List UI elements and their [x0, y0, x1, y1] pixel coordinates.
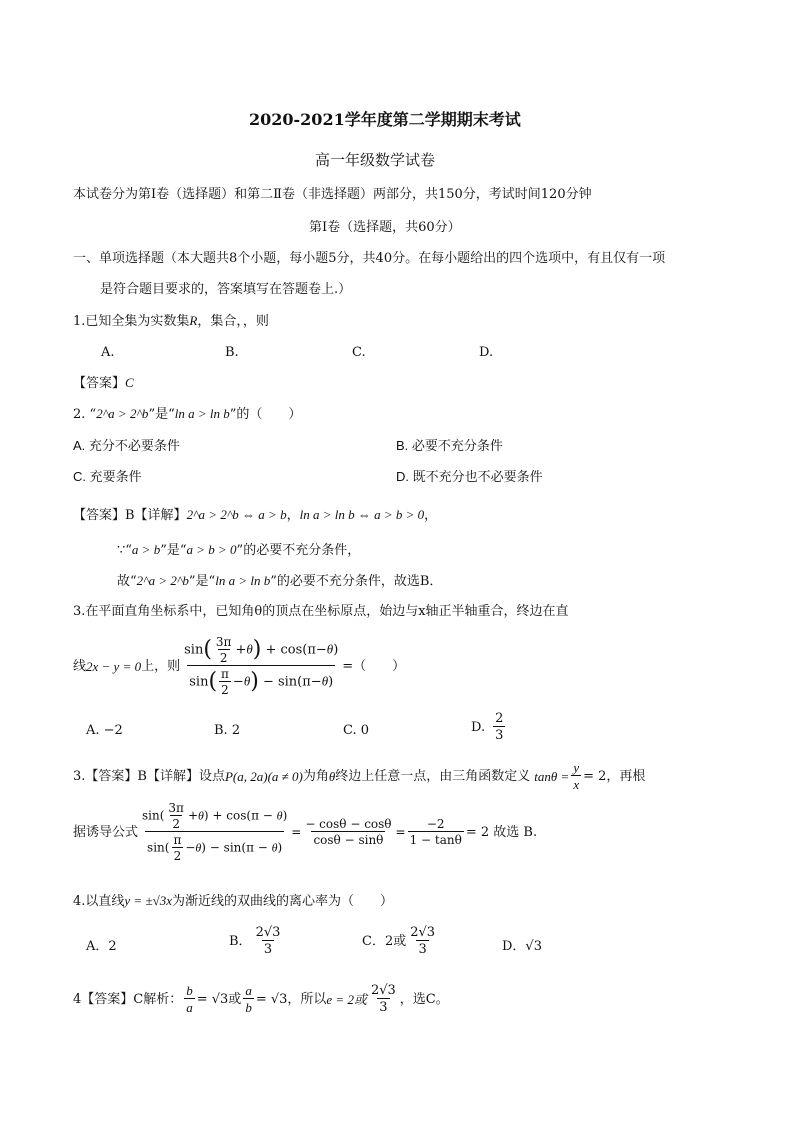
q3ans-tan: tanθ = — [534, 768, 570, 784]
q3-option-b: B. 2 — [214, 723, 241, 738]
q3-line-eq: 2x − y = 0 — [86, 658, 142, 674]
q1-suffix: ，集合，，则 — [197, 314, 269, 329]
q4ans-a2: a — [245, 983, 252, 998]
q4-option-c — [362, 926, 439, 956]
q2-stem-c: ”的（ ） — [229, 407, 302, 422]
q2-answer-expr1: 2^a > 2^b ⇔ a > b — [186, 507, 287, 522]
q3-option-d-frac — [493, 712, 505, 742]
part1-heading: 第Ⅰ卷（选择题，共60分） — [309, 220, 461, 235]
q4-option-c-label: C．2或 — [362, 933, 407, 949]
section1-instructions: 一、单项选择题（本大题共8个小题，每小题5分，共40分。在每小题给出的四个选项中，有且仅有一项 — [73, 251, 666, 266]
q3ans-y: y — [573, 760, 580, 775]
q2-answer-line1: 【答案】B【详解】2^a > 2^b ⇔ a > b，ln a > ln b ⇔ a > b > 0， — [73, 507, 438, 523]
q4-option-d: D．√3 — [502, 939, 542, 954]
q3-line2-prefix: 线 — [73, 658, 87, 674]
q2-because: ∵“ — [117, 543, 132, 558]
q4-answer — [73, 978, 449, 1020]
q4-suffix: 为渐近线的双曲线的离心率为（ ） — [172, 894, 394, 909]
q4-option-c-frac — [408, 926, 437, 956]
q3ans-line2-prefix: 据诱导公式 — [73, 824, 139, 840]
q4ans-a-over-b — [243, 984, 254, 1014]
q4ans-b: b — [186, 983, 193, 998]
q2-option-b: B. 必要不充分条件 — [396, 438, 503, 453]
q3-expression: sin( $\frac{3\pi}{2}$ +θ) + cos(π−θ) sin( $\frac{\pi}{2}$ −θ) − sin(π−θ) — [184, 635, 339, 697]
q3-line2-mid: 上，则 — [141, 658, 181, 674]
exam-title: 2020-2021学年度第二学期期末考试 — [249, 110, 521, 129]
q4-option-b — [229, 926, 284, 956]
q4ans-tail: ，选C。 — [399, 991, 449, 1007]
q3ans-eq2: = 2，再根 — [583, 768, 646, 784]
q2-answer-line3 — [117, 574, 442, 588]
q2-expr2: ln a > ln b — [174, 406, 230, 421]
q2-tail1: ”的必要不充分条件， — [236, 543, 361, 558]
q1-option-b: B. — [225, 345, 239, 360]
q2-answer-expr2: ln a > ln b ⇔ a > b > 0 — [299, 507, 425, 522]
q4ans-a: a — [186, 1000, 193, 1015]
q3ans-right-frac — [408, 818, 464, 846]
q3ans-mid2: 终边上任意一点，由三角函数定义 — [335, 768, 531, 784]
q4-option-c-den: 3 — [418, 942, 427, 957]
q4ans-b-over-a — [184, 984, 195, 1014]
q1-answer-label: 【答案】 — [73, 376, 126, 391]
q3ans-head: 3.【答案】B【详解】设点 — [73, 768, 225, 784]
q2-stem-a: 2. “ — [73, 407, 97, 422]
q4-option-b-num: 2√3 — [255, 925, 281, 940]
q1-prefix: 1.已知全集为实数集 — [73, 314, 190, 329]
q3ans-mid-frac — [303, 818, 393, 846]
q2-expr2-repeat: ln a > ln b — [215, 573, 271, 588]
q4ans-eq2: = √3，所以 — [255, 991, 327, 1007]
q1-option-d: D. — [479, 345, 494, 360]
q3ans-right-num: −2 — [426, 817, 445, 831]
q3-answer-line2: 据诱导公式 sin( $\frac{3\pi}{2}$ +θ) + cos(π − θ) sin( $\frac{\pi}{2}$ −θ) − sin(π − θ) = $\frac{- \cos\theta - \cos\theta}{\cos\theta - \sin\theta}$ = $\frac{-2}{1 - \tan\theta}$ = 2 故选 B. — [73, 801, 538, 863]
q2-so: 故“ — [117, 574, 137, 589]
q1-answer-value: C — [125, 375, 134, 390]
question-1 — [73, 314, 269, 328]
q2-tail2: ”的必要不充分条件，故选B． — [270, 574, 443, 589]
exam-intro: 本试卷分为第Ⅰ卷（选择题）和第二Ⅱ卷（非选择题）两部分，共150分，考试时间120分钟 — [73, 187, 592, 202]
q3-option-c: C. 0 — [343, 723, 370, 738]
q4ans-b2: b — [245, 1000, 252, 1015]
q4-option-b-label: B． — [229, 933, 252, 949]
q3-option-d-num: 2 — [495, 711, 504, 726]
q3-answer-line1 — [73, 755, 645, 797]
exam-subtitle: 高一年级数学试卷 — [315, 151, 436, 169]
q4-option-b-frac — [254, 926, 283, 956]
q2-is-word: ”是“ — [188, 574, 216, 589]
q4ans-eq1: = √3或 — [196, 991, 242, 1007]
question-3: 3.在平面直角坐标系中，已知角θ的顶点在坐标原点，始边与x轴正半轴重合，终边在直 — [73, 604, 569, 619]
q3-option-a: A. −2 — [86, 723, 123, 738]
q2-expr3: a > b — [131, 542, 161, 557]
section1-instructions-cont: 是符合题目要求的，答案填写在答题卷上.） — [100, 282, 352, 297]
q3ans-middle-num: − cosθ − cosθ — [305, 817, 392, 831]
q4-prefix: 4.以直线 — [73, 894, 125, 909]
q2-mid: ”是“ — [160, 543, 187, 558]
q3ans-yx — [571, 761, 581, 791]
q3ans-tail: = 2 故选 B. — [465, 824, 538, 840]
q3ans-left-frac: sin( $\frac{3\pi}{2}$ +θ) + cos(π − θ) sin( $\frac{\pi}{2}$ −θ) − sin(π − θ) — [142, 801, 288, 863]
q1-answer — [73, 376, 134, 390]
q3ans-middle-den: cosθ − sinθ — [313, 833, 384, 847]
q3-option-d-label: D. — [471, 719, 486, 735]
q2-expr1: 2^a > 2^b — [96, 406, 149, 421]
q3ans-x: x — [573, 777, 580, 792]
q1-option-a: A. — [101, 345, 115, 360]
q3-line2-tail: =（ ） — [342, 658, 406, 674]
q2-option-d: D. 既不充分也不必要条件 — [396, 469, 543, 484]
q2-answer-head: 【答案】B【详解】 — [73, 508, 187, 523]
q3ans-mid: 为角 — [302, 768, 329, 784]
q4-option-a: A．2 — [86, 939, 117, 954]
q4ans-e: e = 2或 — [326, 991, 367, 1007]
q3-option-d-den: 3 — [495, 728, 504, 743]
q1-var: R — [189, 313, 198, 328]
q3-line2 — [73, 632, 405, 700]
question-4 — [73, 894, 393, 908]
q3ans-point: P(a, 2a)(a ≠ 0) — [224, 768, 303, 784]
q2-option-a: A. 充分不必要条件 — [73, 438, 180, 453]
q2-answer-line2 — [117, 543, 360, 557]
q3-option-d — [471, 712, 507, 742]
q4ans-frac-num: 2√3 — [370, 983, 396, 998]
q2-option-c: C. 充要条件 — [73, 469, 142, 484]
q2-expr1-repeat: 2^a > 2^b — [136, 573, 189, 588]
q4-option-c-num: 2√3 — [410, 925, 436, 940]
q1-option-c: C. — [352, 345, 366, 360]
q4ans-head: 4【答案】C解析： — [73, 991, 183, 1007]
q3ans-right-den: 1 − tanθ — [409, 833, 462, 847]
q4ans-frac — [369, 984, 398, 1014]
question-2 — [73, 407, 301, 421]
q4ans-frac-den: 3 — [379, 1000, 388, 1015]
q4-expr: y = ±√3x — [124, 893, 172, 908]
q2-stem-b: ”是“ — [148, 407, 175, 422]
q2-expr4: a > b > 0 — [186, 542, 237, 557]
q4-option-b-den: 3 — [263, 942, 273, 957]
q3ans-theta: θ — [328, 768, 336, 784]
